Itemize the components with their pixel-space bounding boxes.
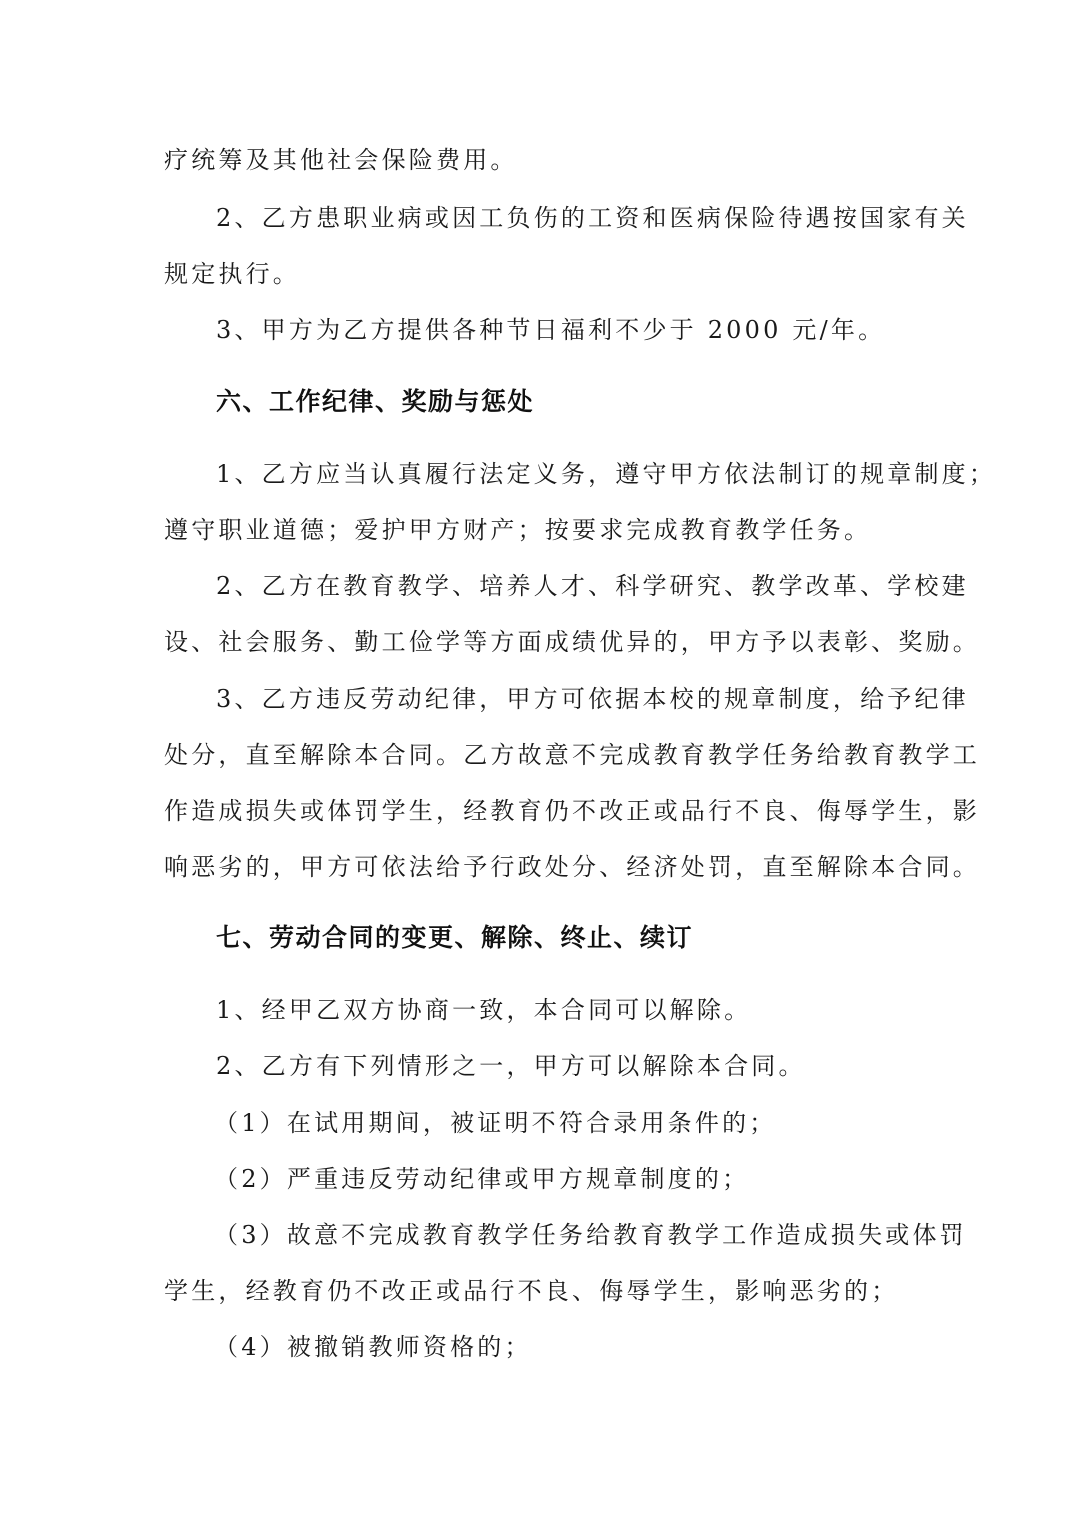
- paragraph-line: 规定执行。: [164, 260, 300, 288]
- paragraph-line: 2、乙方有下列情形之一，甲方可以解除本合同。: [216, 1052, 806, 1080]
- paragraph-line: 遵守职业道德；爱护甲方财产；按要求完成教育教学任务。: [164, 516, 872, 544]
- section-heading: 七、劳动合同的变更、解除、终止、续订: [216, 923, 694, 952]
- paragraph-line: 疗统筹及其他社会保险费用。: [164, 146, 518, 174]
- section-heading: 六、工作纪律、奖励与惩处: [216, 387, 535, 416]
- paragraph-line: 2、乙方患职业病或因工负伤的工资和医病保险待遇按国家有关: [216, 204, 969, 232]
- paragraph-line: 响恶劣的，甲方可依法给予行政处分、经济处罚，直至解除本合同。: [164, 853, 980, 881]
- paragraph-line: 3、甲方为乙方提供各种节日福利不少于 2000 元/年。: [216, 316, 886, 344]
- list-item-continuation: 学生，经教育仍不改正或品行不良、侮辱学生，影响恶劣的；: [164, 1277, 899, 1305]
- list-item: （4）被撤销教师资格的；: [214, 1333, 532, 1361]
- paragraph-line: 1、乙方应当认真履行法定义务，遵守甲方依法制订的规章制度；: [216, 460, 997, 488]
- paragraph-line: 2、乙方在教育教学、培养人才、科学研究、教学改革、学校建: [216, 572, 969, 600]
- paragraph-line: 1、经甲乙双方协商一致，本合同可以解除。: [216, 996, 752, 1024]
- list-item: （2）严重违反劳动纪律或甲方规章制度的；: [214, 1165, 750, 1193]
- paragraph-line: 3、乙方违反劳动纪律，甲方可依据本校的规章制度，给予纪律: [216, 685, 969, 713]
- paragraph-line: 处分，直至解除本合同。乙方故意不完成教育教学任务给教育教学工: [164, 741, 980, 769]
- paragraph-line: 作造成损失或体罚学生，经教育仍不改正或品行不良、侮辱学生，影: [164, 797, 980, 825]
- list-item: （1）在试用期间，被证明不符合录用条件的；: [214, 1109, 777, 1137]
- list-item: （3）故意不完成教育教学任务给教育教学工作造成损失或体罚: [214, 1221, 967, 1249]
- paragraph-line: 设、社会服务、勤工俭学等方面成绩优异的，甲方予以表彰、奖励。: [164, 628, 980, 656]
